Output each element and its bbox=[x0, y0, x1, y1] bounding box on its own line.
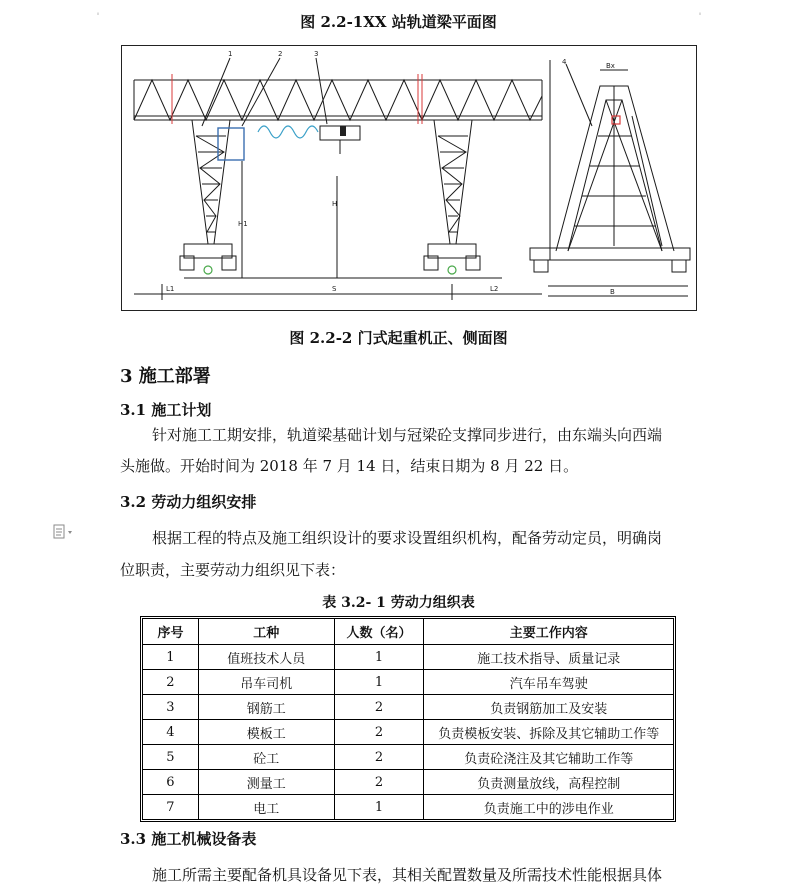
cell-no: 2 bbox=[143, 670, 199, 695]
header-no: 序号 bbox=[143, 619, 199, 645]
header-duties: 主要工作内容 bbox=[424, 619, 674, 645]
section-3-1-heading: 3.1 施工计划 bbox=[120, 401, 212, 419]
cell-trade: 砼工 bbox=[198, 745, 334, 770]
table-row bbox=[143, 670, 674, 695]
cell-no: 3 bbox=[143, 695, 199, 720]
gantry-crane-drawing bbox=[121, 45, 697, 311]
table-row bbox=[143, 770, 674, 795]
label-bx: Bx bbox=[606, 62, 615, 70]
paste-options-icon[interactable] bbox=[52, 524, 76, 540]
label-s: S bbox=[332, 285, 337, 293]
cell-count: 2 bbox=[334, 695, 424, 720]
table-row bbox=[143, 645, 674, 670]
table-row bbox=[143, 795, 674, 820]
cell-trade: 电工 bbox=[198, 795, 334, 820]
cell-count: 1 bbox=[334, 795, 424, 820]
section-3-heading: 3 施工部署 bbox=[120, 366, 211, 387]
figure-caption-track-beam-plan: 图 2.2-1XX 站轨道梁平面图 bbox=[300, 13, 497, 31]
cell-count: 1 bbox=[334, 670, 424, 695]
label-h: H bbox=[332, 200, 338, 208]
cell-duties: 负责模板安装、拆除及其它辅助工作等 bbox=[424, 720, 674, 745]
cell-duties: 负责测量放线，高程控制 bbox=[424, 770, 674, 795]
table-caption: 表 3.2- 1 劳动力组织表 bbox=[322, 595, 475, 611]
cell-count: 2 bbox=[334, 770, 424, 795]
cell-trade: 钢筋工 bbox=[198, 695, 334, 720]
cell-trade: 吊车司机 bbox=[198, 670, 334, 695]
label-b: B bbox=[610, 288, 615, 296]
section-3-1-para-line2: 头施做。开始时间为 2018 年 7 月 14 日，结束日期为 8 月 22 日。 bbox=[120, 457, 579, 475]
section-3-2-para-line2: 位职责，主要劳动力组织见下表： bbox=[120, 561, 346, 579]
figure-caption-gantry-crane: 图 2.2-2 门式起重机正、侧面图 bbox=[289, 329, 508, 347]
section-3-2-para-line1: 根据工程的特点及施工组织设计的要求设置组织机构，配备劳动定员，明确岗 bbox=[152, 529, 663, 547]
section-3-2-heading: 3.2 劳动力组织安排 bbox=[120, 493, 257, 511]
table-row bbox=[143, 695, 674, 720]
label-2: 2 bbox=[278, 50, 283, 58]
section-3-3-heading: 3.3 施工机械设备表 bbox=[120, 830, 257, 848]
cell-count: 1 bbox=[334, 645, 424, 670]
cell-no: 6 bbox=[143, 770, 199, 795]
header-trade: 工种 bbox=[198, 619, 334, 645]
label-l1: L1 bbox=[166, 285, 175, 293]
table-row bbox=[143, 745, 674, 770]
cell-no: 7 bbox=[143, 795, 199, 820]
cell-duties: 施工技术指导、质量记录 bbox=[424, 645, 674, 670]
page-top-edge bbox=[0, 0, 797, 3]
cell-count: 2 bbox=[334, 745, 424, 770]
label-1: 1 bbox=[228, 50, 233, 58]
section-3-1-para-line1: 针对施工工期安排，轨道梁基础计划与冠梁砼支撑同步进行，由东端头向西端 bbox=[152, 426, 663, 444]
section-3-3-para-line1: 施工所需主要配备机具设备见下表，其相关配置数量及所需技术性能根据具体 bbox=[152, 866, 663, 884]
label-3: 3 bbox=[314, 50, 319, 58]
cell-duties: 负责施工中的涉电作业 bbox=[424, 795, 674, 820]
cell-no: 4 bbox=[143, 720, 199, 745]
cell-no: 1 bbox=[143, 645, 199, 670]
cell-trade: 模板工 bbox=[198, 720, 334, 745]
cell-duties: 负责钢筋加工及安装 bbox=[424, 695, 674, 720]
header-count: 人数（名） bbox=[334, 619, 424, 645]
cell-trade: 值班技术人员 bbox=[198, 645, 334, 670]
cell-count: 2 bbox=[334, 720, 424, 745]
label-h1: H1 bbox=[238, 220, 248, 228]
labor-organization-table bbox=[142, 618, 674, 820]
label-l2: L2 bbox=[490, 285, 499, 293]
cell-duties: 负责砼浇注及其它辅助工作等 bbox=[424, 745, 674, 770]
cell-duties: 汽车吊车驾驶 bbox=[424, 670, 674, 695]
cell-trade: 测量工 bbox=[198, 770, 334, 795]
table-header-row bbox=[143, 619, 674, 645]
cell-no: 5 bbox=[143, 745, 199, 770]
table-row bbox=[143, 720, 674, 745]
label-4: 4 bbox=[562, 58, 567, 66]
